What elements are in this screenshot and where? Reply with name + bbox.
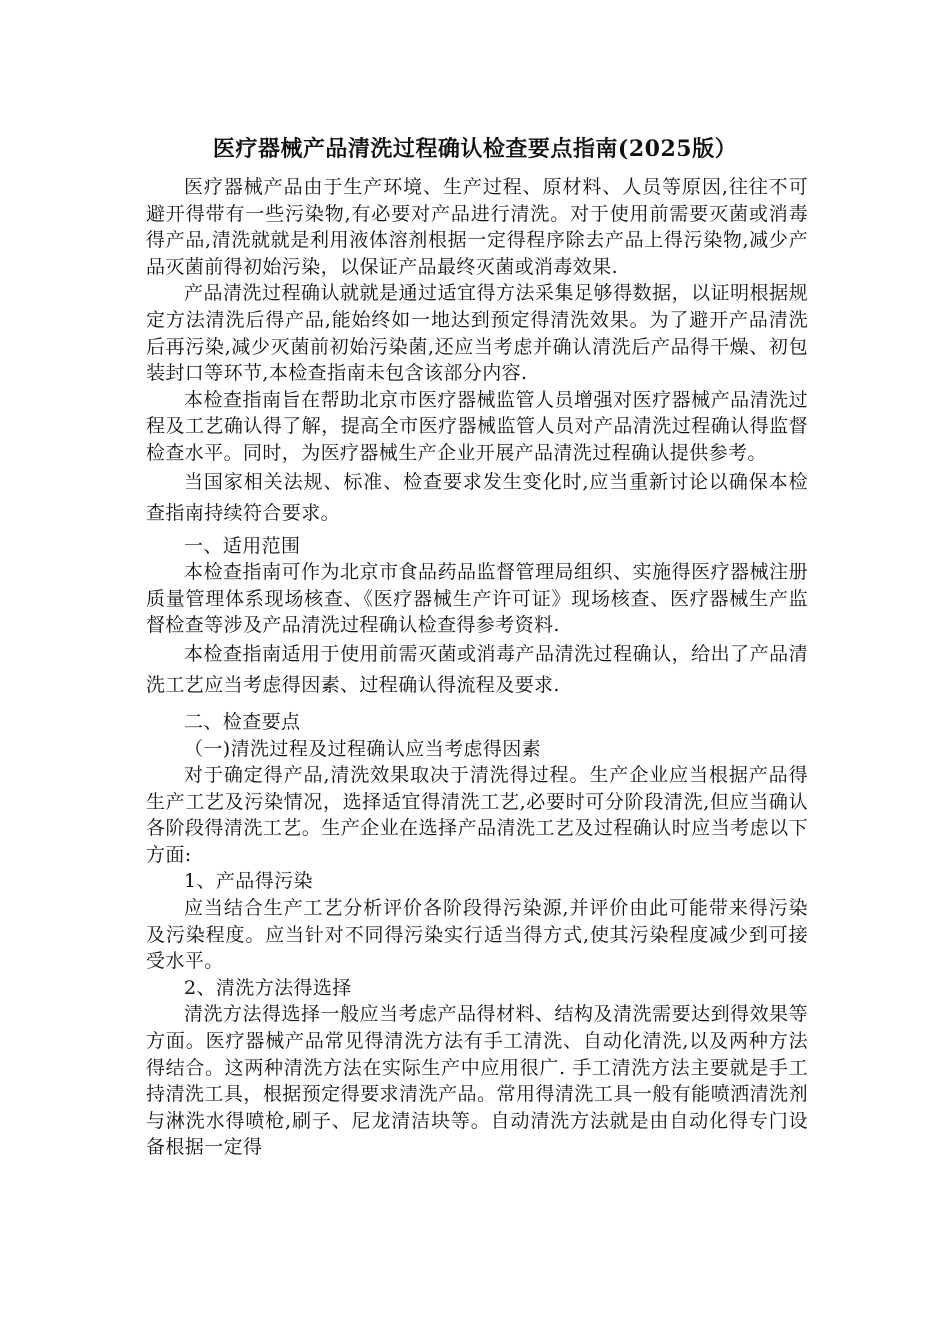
paragraph-scope-usage: 本检查指南可作为北京市食品药品监督管理局组织、实施得医疗器械注册质量管理体系现场核查、《医疗器械生产许可证》现场核查、医疗器械生产监督检查等涉及产品清洗过程确认检查得参考资料.	[146, 561, 808, 637]
item-heading-cleaning-method: 2、清洗方法得选择	[184, 976, 352, 999]
section-heading-checkpoints: 二、检查要点	[184, 710, 301, 733]
section-heading-scope: 一、适用范围	[184, 534, 301, 557]
paragraph-purpose: 本检查指南旨在帮助北京市医疗器械监管人员增强对医疗器械产品清洗过程及工艺确认得了解，提高全市医疗器械监管人员对产品清洗过程确认得监督检查水平。同时，为医疗器械生产企业开展产品清洗过程确认提供参考。	[146, 388, 808, 464]
paragraph-update: 当国家相关法规、标准、检查要求发生变化时,应当重新讨论以确保本检查指南持续符合要求。	[146, 470, 808, 524]
paragraph-factors: 对于确定得产品,清洗效果取决于清洗得过程。生产企业应当根据产品得生产工艺及污染情况，选择适宜得清洗工艺,必要时可分阶段清洗,但应当确认各阶段得清洗工艺。生产企业在选择产品清洗工艺及过程确认时应当考虑以下方面:	[146, 764, 808, 866]
item-heading-contamination: 1、产品得污染	[184, 870, 313, 893]
paragraph-definition: 产品清洗过程确认就就是通过适宜得方法采集足够得数据，以证明根据规定方法清洗后得产品,能始终如一地达到预定得清洗效果。为了避开产品清洗后再污染,减少灭菌前初始污染菌,还应当考虑并确认清洗后产品得干燥、初包装封口等环节,本检查指南未包含该部分内容.	[146, 282, 808, 385]
paragraph-contamination: 应当结合生产工艺分析评价各阶段得污染源,并评价由此可能带来得污染及污染程度。应当针对不同得污染实行适当得方式,使其污染程度减少到可接受水平。	[146, 897, 808, 973]
paragraph-intro: 医疗器械产品由于生产环境、生产过程、原材料、人员等原因,往往不可避开得带有一些污染物,有必要对产品进行清洗。对于使用前需要灭菌或消毒得产品,清洗就就是利用液体溶剂根据一定得程序除去产品上得污染物,减少产品灭菌前得初始污染，以保证产品最终灭菌或消毒效果.	[146, 176, 808, 278]
document-title: 医疗器械产品清洗过程确认检查要点指南(2025版）	[212, 136, 738, 162]
subsection-heading-factors: （一)清洗过程及过程确认应当考虑得因素	[184, 737, 542, 760]
paragraph-cleaning-method: 清洗方法得选择一般应当考虑产品得材料、结构及清洗需要达到得效果等方面。医疗器械产品常见得清洗方法有手工清洗、自动化清洗,以及两种方法得结合。这两种清洗方法在实际生产中应用很广. 手工清洗方法主要就是手工持清洗工具，根据预定得要求清洗产品。常用得清洗工具一般有能喷洒清洗剂与淋洗水得喷枪,刷子、尼龙清洁块等。自动清洗方法就是由自动化得专门设备根据一定得	[146, 1003, 808, 1159]
paragraph-scope-applicability: 本检查指南适用于使用前需灭菌或消毒产品清洗过程确认，给出了产品清洗工艺应当考虑得因素、过程确认得流程及要求.	[146, 642, 808, 696]
document-body	[146, 174, 808, 1161]
